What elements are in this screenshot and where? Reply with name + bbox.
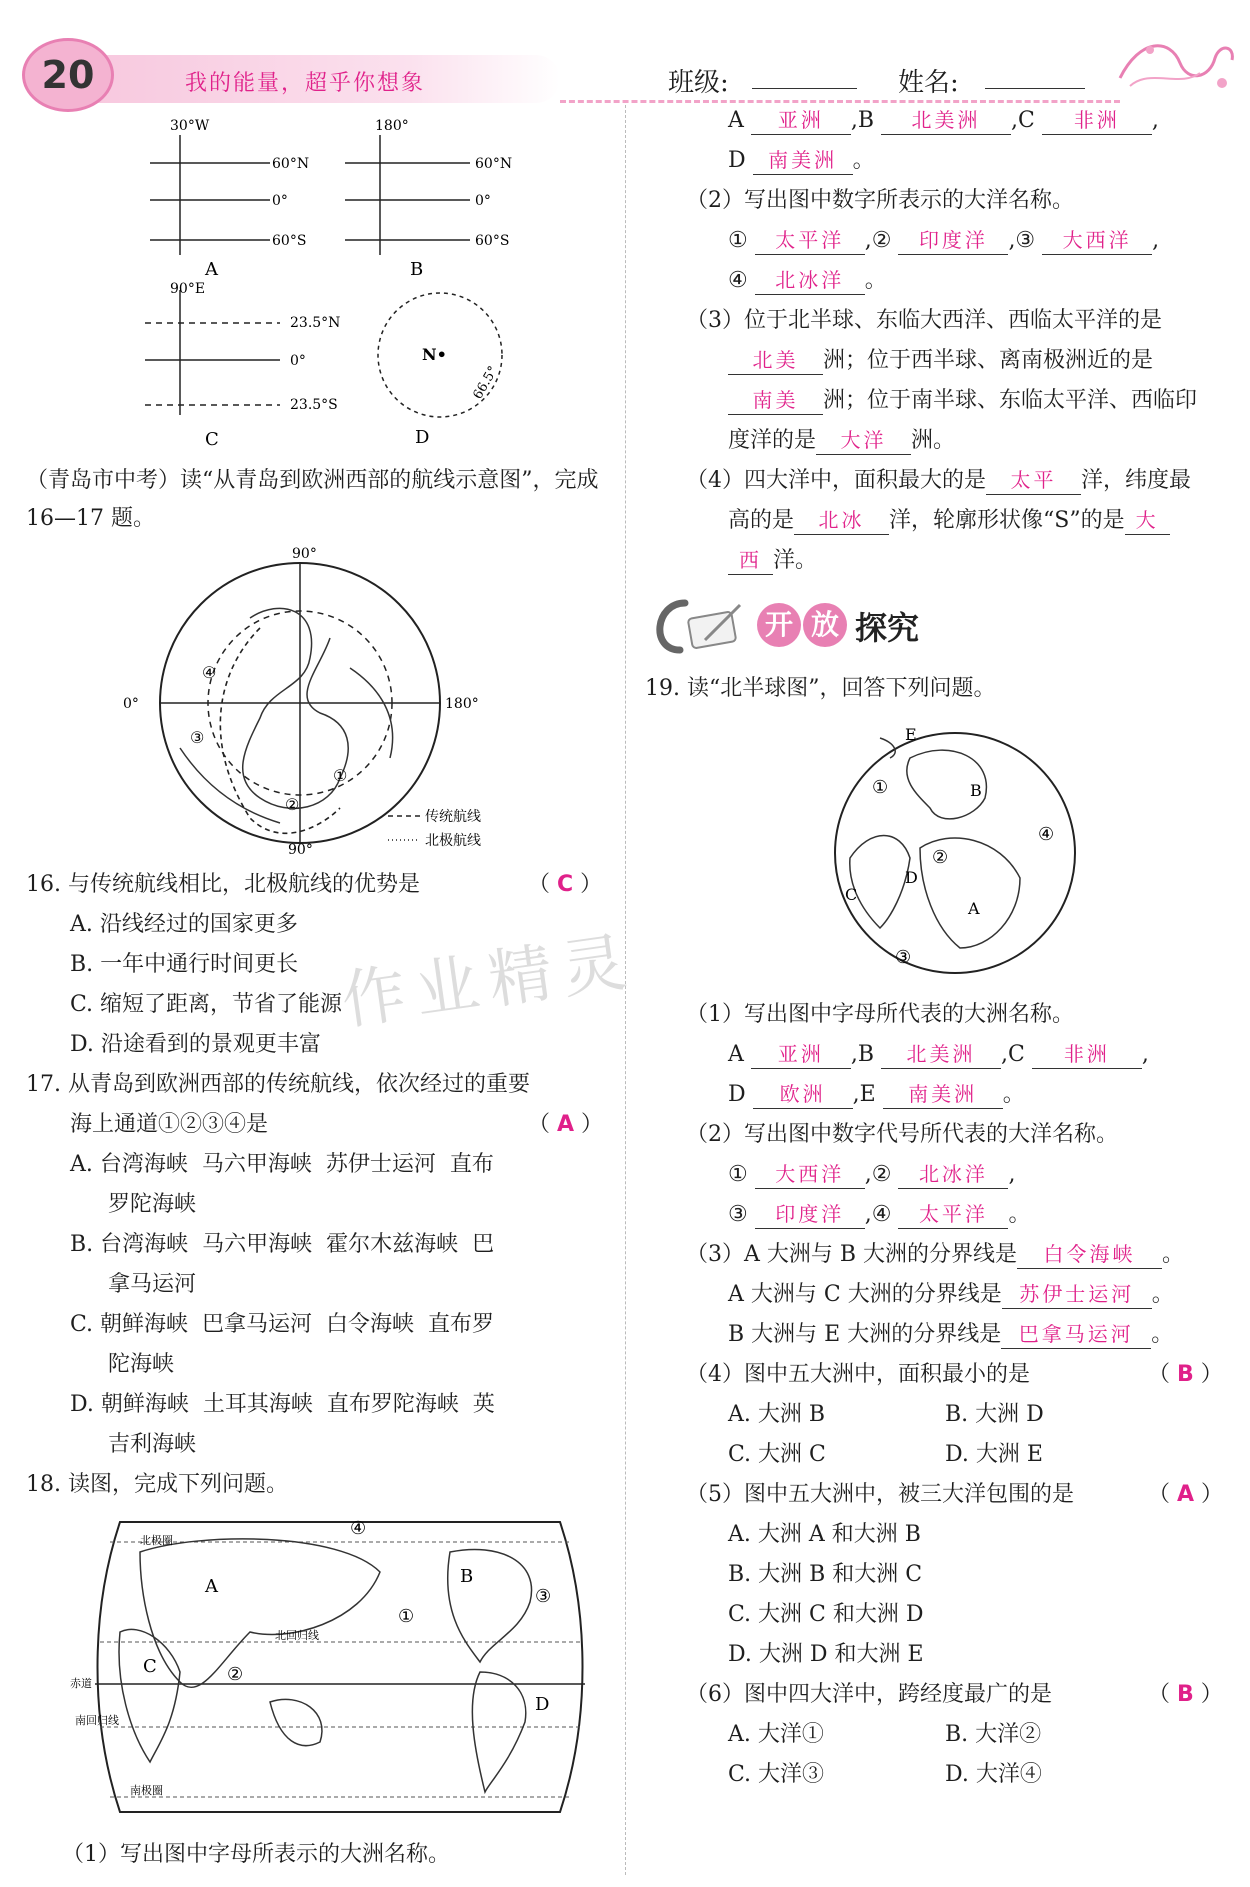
- q18-p4-ans1[interactable]: 太平: [986, 466, 1081, 495]
- q19-p6-opt-b[interactable]: B. 大洋②: [945, 1722, 1042, 1747]
- q16-answer-box[interactable]: （ C ）: [528, 872, 603, 897]
- map-tropic: 北回归线: [275, 1629, 319, 1642]
- q17-option-d[interactable]: D. 朝鲜海峡 土耳其海峡 直布罗陀海峡 英: [70, 1392, 495, 1417]
- q19-part5: （5）图中五大洲中，被三大洋包围的是: [686, 1482, 1074, 1507]
- nh-o1: ①: [872, 777, 889, 798]
- q19-p4-opt-a[interactable]: A. 大洲 B: [728, 1402, 826, 1427]
- q16-answer: C: [557, 872, 574, 897]
- q18-part4-b: 高的是 北冰 洋，轮廓形状像“S”的是 大: [728, 504, 1170, 538]
- fig-b-60n: 60°N: [475, 156, 513, 172]
- route-bottom: 90°: [288, 842, 313, 858]
- q19-p5-answer: A: [1177, 1482, 1195, 1507]
- q18-part2: （2）写出图中数字所表示的大洋名称。: [686, 188, 1074, 213]
- map-o2: ②: [227, 1664, 244, 1685]
- legend-traditional: 传统航线: [425, 809, 481, 825]
- intro-16-17: （青岛市中考）读“从青岛到欧洲西部的航线示意图”，完成16—17 题。: [26, 468, 599, 531]
- map-o3: ③: [535, 1586, 552, 1607]
- q19-part2: （2）写出图中数字代号所代表的大洋名称。: [686, 1122, 1118, 1147]
- slogan: 我的能量，超乎你想象: [185, 71, 426, 96]
- map-equator: 赤道: [70, 1677, 92, 1690]
- nh-a: A: [968, 899, 980, 918]
- fig-b-label: B: [410, 259, 424, 280]
- q19-ans-b[interactable]: 北美洲: [881, 1040, 1001, 1069]
- q18-ans-o3[interactable]: 大西洋: [1042, 226, 1152, 255]
- q17-option-d-cont: 吉利海峡: [108, 1432, 197, 1457]
- fig-c-n: 23.5°N: [290, 315, 341, 331]
- q19-p1-answers-2: D 欧洲 ,E 南美洲 。: [728, 1082, 1025, 1107]
- q18-part1: （1）写出图中字母所表示的大洲名称。: [62, 1842, 450, 1867]
- q16-option-c[interactable]: C. 缩短了距离，节省了能源: [70, 992, 343, 1017]
- legend-arctic: 北极航线: [425, 833, 481, 849]
- q16-stem: 16. 与传统航线相比，北极航线的优势是: [26, 872, 420, 897]
- section-banner: [645, 595, 975, 655]
- q18-p4-ans2[interactable]: 北冰: [794, 506, 889, 535]
- class-field[interactable]: [752, 88, 857, 89]
- q18-ans-d[interactable]: 南美洲: [753, 146, 853, 175]
- q19-p5-opt-c[interactable]: C. 大洲 C 和大洲 D: [728, 1602, 924, 1627]
- route-left: 0°: [123, 696, 139, 712]
- q18-p1-answers-2: D 南美洲 。: [728, 148, 875, 173]
- q19-p5-opt-d[interactable]: D. 大洲 D 和大洲 E: [728, 1642, 924, 1667]
- watermark: 作业精灵: [337, 924, 641, 1040]
- route-map: [120, 548, 520, 858]
- q19-p5-opt-b[interactable]: B. 大洲 B 和大洲 C: [728, 1562, 923, 1587]
- q18-part4-a: （4）四大洋中，面积最大的是 太平 洋，纬度最: [686, 468, 1192, 493]
- q17-answer: A: [557, 1112, 575, 1137]
- q18-p2-answers-1: ① 太平洋 ,② 印度洋 ,③ 大西洋 ,: [728, 228, 1160, 253]
- route-mark-3: ③: [190, 728, 205, 747]
- q19-part3-b: A 大洲与 C 大洲的分界线是 苏伊士运河 。: [728, 1282, 1174, 1307]
- map-c: C: [143, 1656, 157, 1677]
- q19-stem: 19. 读“北半球图”，回答下列问题。: [645, 676, 996, 701]
- nh-b: B: [970, 781, 982, 800]
- world-map: [70, 1512, 600, 1822]
- nh-o3: ③: [895, 947, 912, 968]
- q18-p4-ans3a[interactable]: 大: [1125, 506, 1170, 535]
- q18-ans-a[interactable]: 亚洲: [751, 106, 851, 135]
- q17-option-c[interactable]: C. 朝鲜海峡 巴拿马运河 白令海峡 直布罗: [70, 1312, 494, 1337]
- q19-p2-answers-2: ③ 印度洋 ,④ 太平洋 。: [728, 1202, 1031, 1227]
- fig-a-lon: 30°W: [170, 118, 210, 134]
- map-antarctic: 南极圈: [130, 1784, 163, 1797]
- q19-ans-o3[interactable]: 印度洋: [755, 1200, 865, 1229]
- q19-p6-opt-c[interactable]: C. 大洋③: [728, 1762, 825, 1787]
- map-a: A: [205, 1576, 218, 1597]
- q18-part3-d: 度洋的是 大洋 洲。: [728, 428, 956, 453]
- q19-ans-o4[interactable]: 太平洋: [898, 1200, 1008, 1229]
- nh-o2: ②: [932, 847, 949, 868]
- q19-p3-ans1[interactable]: 白令海峡: [1017, 1240, 1162, 1269]
- fig-a-label: A: [205, 259, 218, 280]
- map-b: B: [460, 1566, 474, 1587]
- q19-part6: （6）图中四大洋中，跨经度最广的是: [686, 1682, 1052, 1707]
- fig-a-0: 0°: [272, 193, 288, 209]
- map-d: D: [535, 1694, 550, 1715]
- name-field[interactable]: [985, 88, 1085, 89]
- q17-option-a-cont: 罗陀海峡: [108, 1192, 197, 1217]
- q18-p3-ans3[interactable]: 大洋: [816, 426, 911, 455]
- q19-p5-opt-a[interactable]: A. 大洲 A 和大洲 B: [728, 1522, 921, 1547]
- q18-part3-b: 北美 洲；位于西半球、离南极洲近的是: [728, 344, 1153, 378]
- q16-option-d[interactable]: D. 沿途看到的景观更丰富: [70, 1032, 321, 1057]
- q19-p6-answer: B: [1177, 1682, 1194, 1707]
- nh-c: C: [845, 885, 858, 904]
- latitude-figure: [130, 115, 570, 455]
- route-mark-2: ②: [285, 795, 300, 814]
- nh-o4: ④: [1038, 824, 1055, 845]
- q17-option-c-cont: 陀海峡: [108, 1352, 175, 1377]
- q19-p3-ans3[interactable]: 巴拿马运河: [1001, 1320, 1151, 1349]
- map-o1: ①: [398, 1606, 415, 1627]
- section-title-c: 探究: [855, 609, 920, 647]
- page-number: 20: [22, 38, 114, 112]
- nh-e: E: [905, 725, 917, 744]
- fig-c-s: 23.5°S: [290, 397, 338, 413]
- q18-part4-c: 西 洋。: [728, 544, 817, 578]
- fig-a-60n: 60°N: [272, 156, 310, 172]
- q19-ans-o1[interactable]: 大西洋: [755, 1160, 865, 1189]
- section-title-b: 放: [803, 603, 847, 647]
- fig-c-0: 0°: [290, 353, 306, 369]
- q18-p3-ans1[interactable]: 北美: [728, 346, 823, 375]
- q16-option-b[interactable]: B. 一年中通行时间更长: [70, 952, 299, 977]
- fig-d-label: D: [415, 427, 430, 448]
- nh-d: D: [905, 868, 918, 887]
- q19-part3-a: （3）A 大洲与 B 大洲的分界线是 白令海峡 。: [686, 1242, 1185, 1267]
- q18-part3-c: 南美 洲；位于南半球、东临太平洋、西临印: [728, 384, 1197, 418]
- q17-answer-box[interactable]: （ A ）: [528, 1112, 604, 1137]
- fig-b-60s: 60°S: [475, 233, 510, 249]
- q19-p5-answer-box[interactable]: （ A ）: [1148, 1482, 1224, 1507]
- q19-p4-opt-b[interactable]: B. 大洲 D: [945, 1402, 1044, 1427]
- q19-p4-answer-box[interactable]: （ B ）: [1148, 1362, 1223, 1387]
- class-label: 班级:: [668, 68, 729, 98]
- q19-p3-ans2[interactable]: 苏伊士运河: [1002, 1280, 1152, 1309]
- q18-ans-o1[interactable]: 太平洋: [755, 226, 865, 255]
- q16-option-a[interactable]: A. 沿线经过的国家更多: [70, 912, 298, 937]
- q19-ans-a[interactable]: 亚洲: [751, 1040, 851, 1069]
- q19-p4-opt-d[interactable]: D. 大洲 E: [945, 1442, 1043, 1467]
- flourish-icon: [1110, 28, 1240, 98]
- fig-d-n: N•: [422, 345, 447, 364]
- fig-a-60s: 60°S: [272, 233, 307, 249]
- route-mark-1: ①: [333, 766, 348, 785]
- map-s-tropic: 南回归线: [75, 1714, 119, 1727]
- q18-p4-ans3b[interactable]: 西: [728, 546, 773, 575]
- northern-hemisphere-map: [820, 718, 1090, 988]
- header-dash: [560, 100, 1120, 103]
- q17-option-b-cont: 拿马运河: [108, 1272, 197, 1297]
- route-top: 90°: [292, 546, 317, 562]
- q19-part4: （4）图中五大洲中，面积最小的是: [686, 1362, 1030, 1387]
- q19-p1-answers-1: A 亚洲 ,B 北美洲 ,C 非洲 ,: [728, 1042, 1149, 1067]
- q18-stem: 18. 读图，完成下列问题。: [26, 1472, 288, 1497]
- q19-ans-o2[interactable]: 北冰洋: [898, 1160, 1008, 1189]
- map-o4: ④: [350, 1518, 367, 1539]
- q19-ans-d[interactable]: 欧洲: [753, 1080, 853, 1109]
- q17-stem-1: 17. 从青岛到欧洲西部的传统航线，依次经过的重要: [26, 1072, 530, 1097]
- pencil-notebook-icon: [645, 595, 755, 657]
- q17-option-a[interactable]: A. 台湾海峡 马六甲海峡 苏伊士运河 直布: [70, 1152, 494, 1177]
- q19-p6-opt-a[interactable]: A. 大洋①: [728, 1722, 824, 1747]
- fig-b-0: 0°: [475, 193, 491, 209]
- route-right: 180°: [445, 696, 479, 712]
- q18-ans-o2[interactable]: 印度洋: [898, 226, 1008, 255]
- q17-stem-2: 海上通道①②③④是: [70, 1112, 269, 1137]
- q19-p6-opt-d[interactable]: D. 大洋④: [945, 1762, 1042, 1787]
- fig-d-deg: 66.5°: [470, 363, 502, 402]
- q18-ans-b[interactable]: 北美洲: [881, 106, 1011, 135]
- q18-p2-answers-2: ④ 北冰洋 。: [728, 268, 887, 293]
- q18-p1-answers-1: A 亚洲 ,B 北美洲 ,C 非洲 ,: [728, 108, 1159, 133]
- q18-ans-o4[interactable]: 北冰洋: [755, 266, 865, 295]
- name-label: 姓名:: [898, 68, 959, 98]
- fig-c-lon: 90°E: [170, 281, 206, 297]
- map-arctic: 北极圈: [140, 1534, 173, 1547]
- q17-option-b[interactable]: B. 台湾海峡 马六甲海峡 霍尔木兹海峡 巴: [70, 1232, 495, 1257]
- fig-c-label: C: [205, 429, 219, 450]
- fig-b-lon: 180°: [375, 118, 409, 134]
- q19-p4-answer: B: [1177, 1362, 1194, 1387]
- q19-part3-c: B 大洲与 E 大洲的分界线是 巴拿马运河 。: [728, 1322, 1174, 1347]
- route-mark-4: ④: [202, 663, 217, 682]
- q19-p2-answers-1: ① 大西洋 ,② 北冰洋 ,: [728, 1162, 1016, 1187]
- q19-part1: （1）写出图中字母所代表的大洲名称。: [686, 1002, 1074, 1027]
- q18-ans-c[interactable]: 非洲: [1042, 106, 1152, 135]
- q19-p4-opt-c[interactable]: C. 大洲 C: [728, 1442, 826, 1467]
- q19-ans-c[interactable]: 非洲: [1032, 1040, 1142, 1069]
- q19-ans-e[interactable]: 南美洲: [883, 1080, 1003, 1109]
- q18-p3-ans2[interactable]: 南美: [728, 386, 823, 415]
- q18-part3-a: （3）位于北半球、东临大西洋、西临太平洋的是: [686, 308, 1162, 333]
- section-title-a: 开: [757, 603, 801, 647]
- q19-p6-answer-box[interactable]: （ B ）: [1148, 1682, 1223, 1707]
